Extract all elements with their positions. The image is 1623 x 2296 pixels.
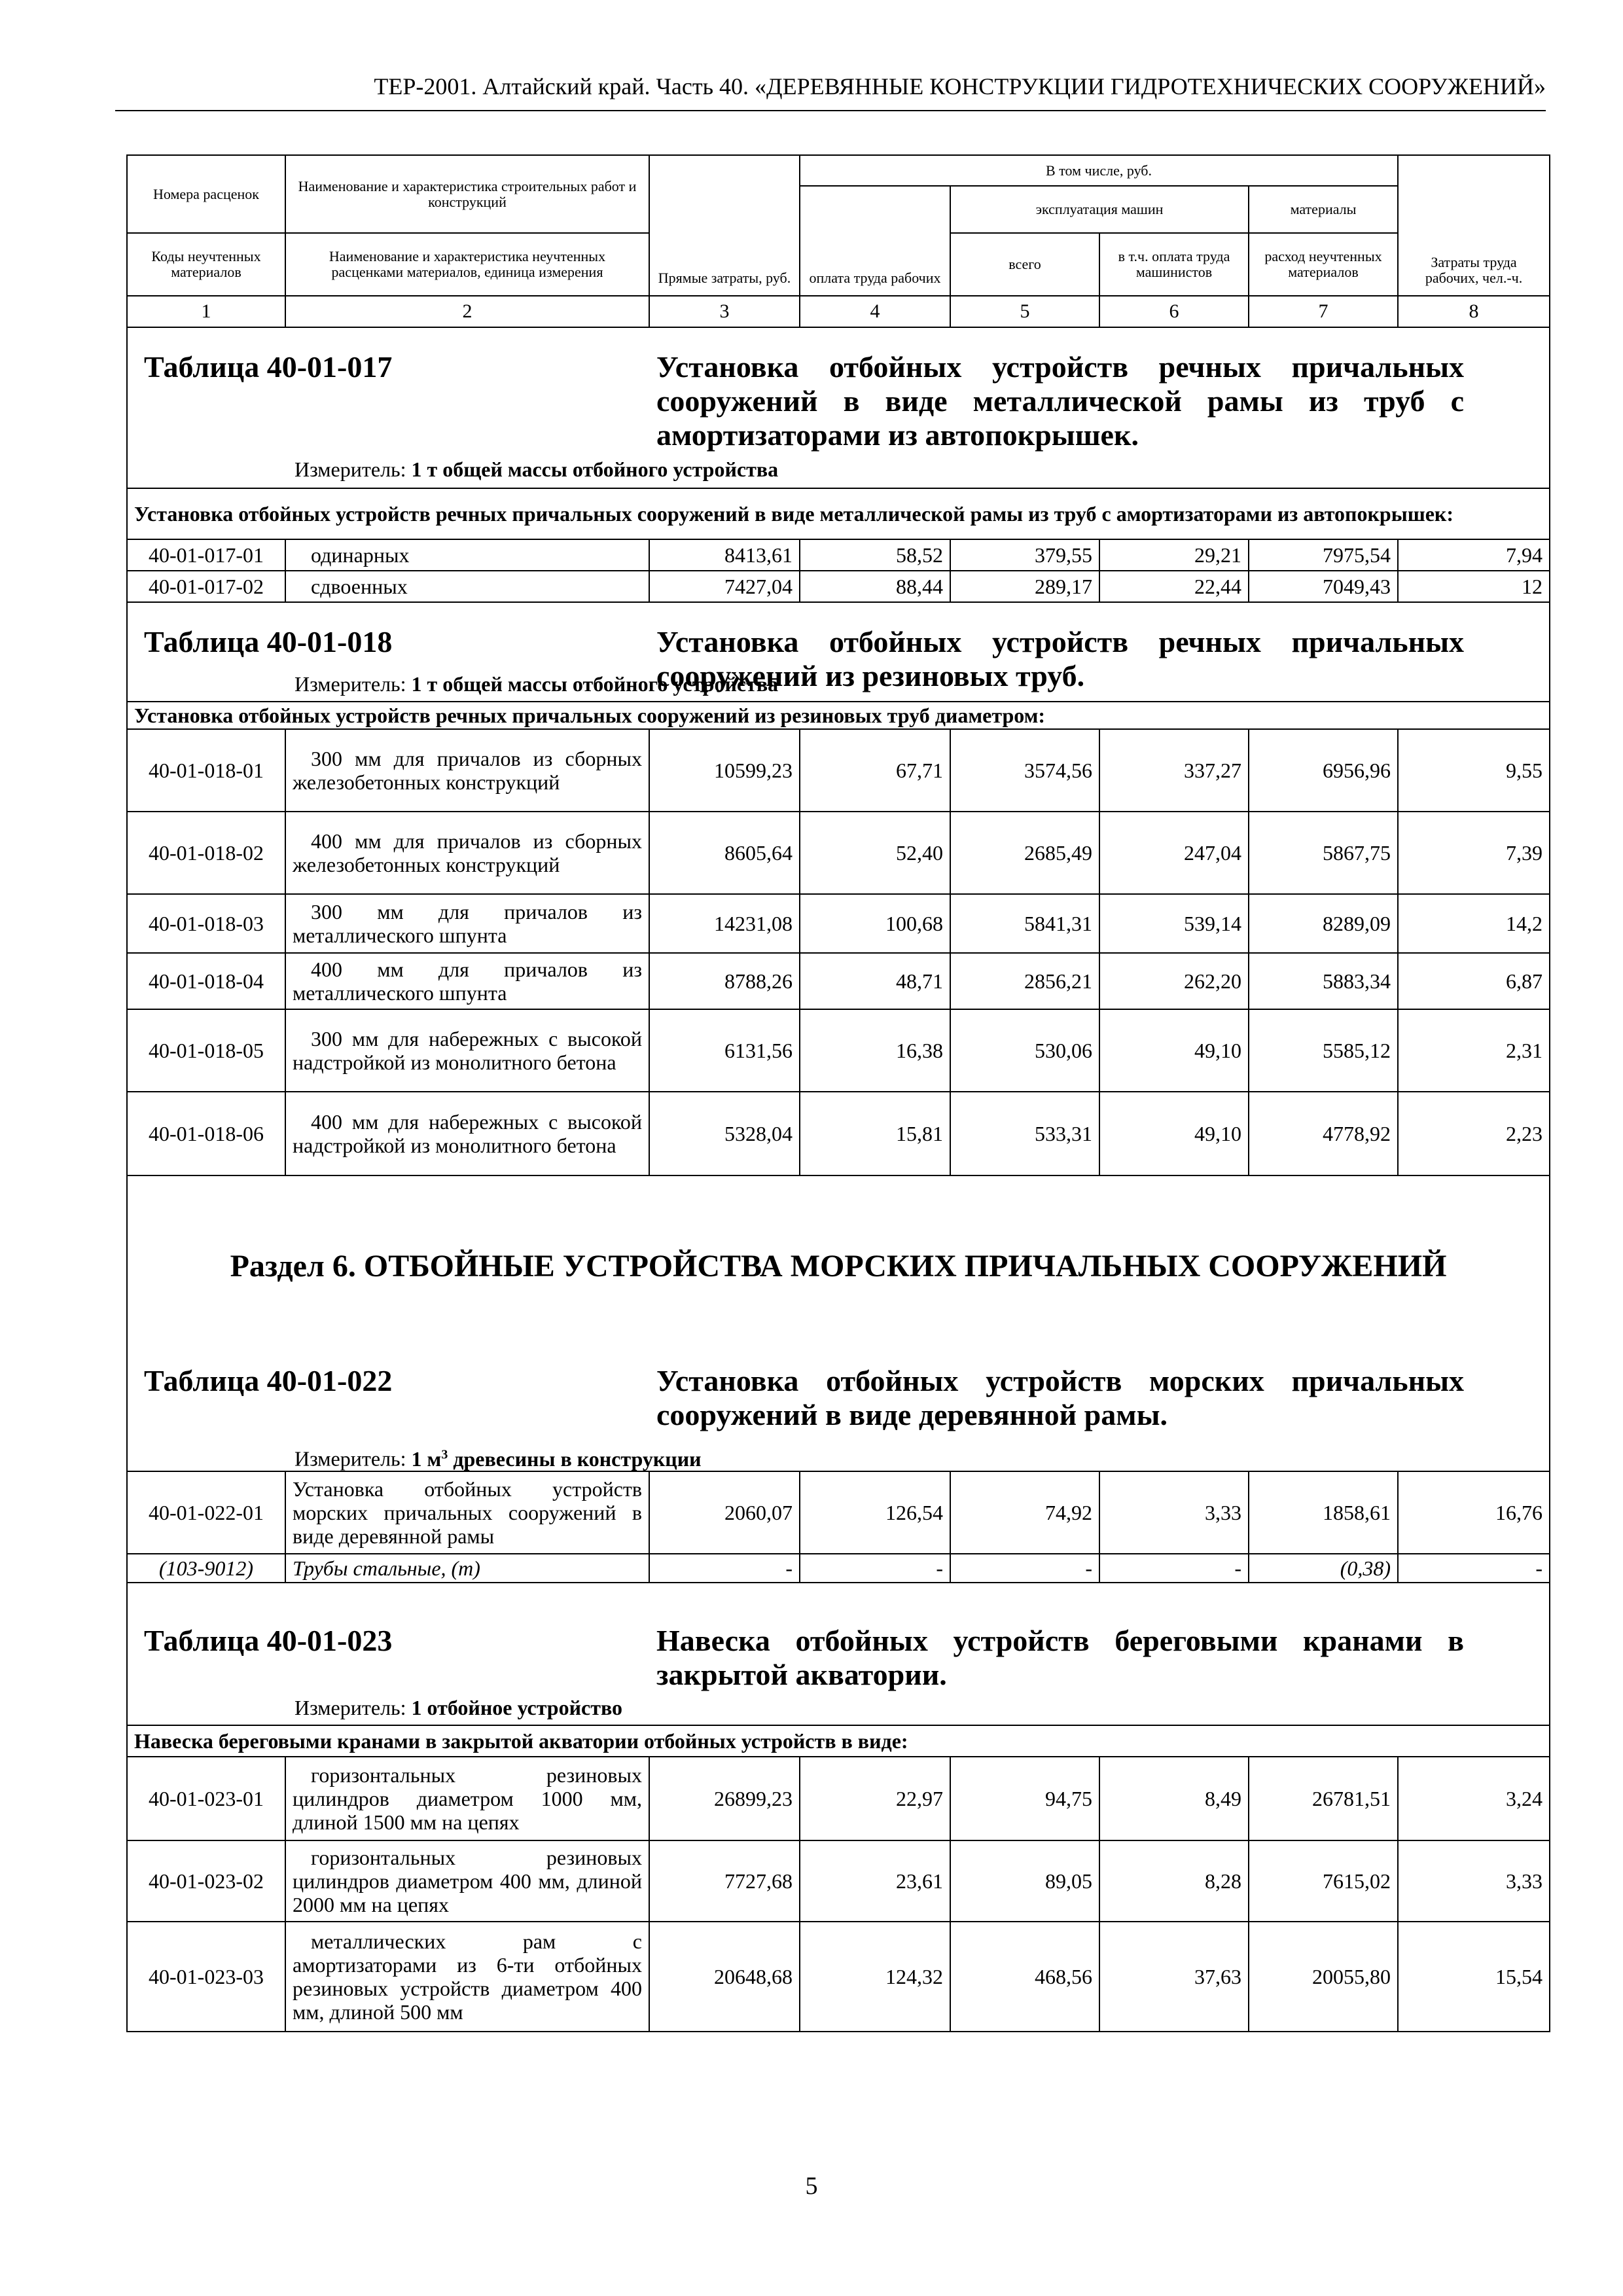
table-cell: 7,39 [1398, 812, 1550, 894]
table-cell: 9,55 [1398, 729, 1550, 812]
section-block [127, 1175, 1550, 1471]
materials-header: материалы [1249, 186, 1398, 233]
table-cell: 468,56 [950, 1922, 1099, 2032]
table-cell: 26899,23 [649, 1757, 800, 1840]
section-title: Раздел 6. ОТБОЙНЫЕ УСТРОЙСТВА МОРСКИХ ПРИЧАЛЬНЫХ СООРУЖЕНИЙ [230, 1249, 1447, 1283]
col-number: 5 [950, 296, 1099, 327]
table-cell: (103-9012) [127, 1554, 285, 1583]
table-cell: 262,20 [1099, 953, 1249, 1009]
table-cell: 7,94 [1398, 539, 1550, 571]
price-table [126, 154, 1550, 2032]
table-unit: Измеритель: 1 отбойное устройство [294, 1696, 623, 1719]
table-cell: 400 мм для причалов из металлического шпунта [285, 953, 649, 1009]
table-title: Таблица 40-01-023 [144, 1624, 393, 1657]
col-number: 6 [1099, 296, 1249, 327]
table-cell: 20648,68 [649, 1922, 800, 2032]
table-cell: 40-01-023-03 [127, 1922, 285, 2032]
table-description: Установка отбойных устройств морских причальных сооружений в виде деревянной рамы. [656, 1364, 1465, 1431]
table-cell: одинарных [285, 539, 649, 571]
col-number: 7 [1249, 296, 1398, 327]
table-cell: 49,10 [1099, 1009, 1249, 1092]
table-cell: 16,76 [1398, 1471, 1550, 1554]
table-cell: 5867,75 [1249, 812, 1398, 894]
table-row [127, 1840, 1550, 1922]
col6-header: в т.ч. оплата труда машинистов [1099, 233, 1249, 296]
table-cell: 7727,68 [649, 1840, 800, 1922]
table-cell: 40-01-018-06 [127, 1092, 285, 1175]
table-row [127, 1757, 1550, 1840]
table-cell: сдвоенных [285, 571, 649, 602]
col-number: 4 [800, 296, 950, 327]
page-header: ТЕР-2001. Алтайский край. Часть 40. «ДЕРЕВЯННЫЕ КОНСТРУКЦИИ ГИДРОТЕХНИЧЕСКИХ СООРУЖЕНИЙ» [115, 71, 1546, 111]
table-cell: Трубы стальные, (т) [285, 1554, 649, 1583]
table-cell: 3,24 [1398, 1757, 1550, 1840]
table-cell: 3,33 [1099, 1471, 1249, 1554]
table-unit: Измеритель: 1 $м^3$ древесины в конструкции [294, 1446, 702, 1471]
table-row [127, 1922, 1550, 2032]
col-number: 8 [1398, 296, 1550, 327]
col7-header: расход неучтенных материалов [1249, 233, 1398, 296]
table-row [127, 894, 1550, 953]
table-cell: 530,06 [950, 1009, 1099, 1092]
table-cell: 7427,04 [649, 571, 800, 602]
table-cell: горизонтальных резиновых цилиндров диаметром 400 мм, длиной 2000 мм на цепях [285, 1840, 649, 1922]
machines-header: эксплуатация машин [950, 186, 1249, 233]
table-cell: 23,61 [800, 1840, 950, 1922]
table-cell: 20055,80 [1249, 1922, 1398, 2032]
table-cell: 289,17 [950, 571, 1099, 602]
col3-header: Прямые затраты, руб. [649, 155, 800, 296]
table-cell: 7975,54 [1249, 539, 1398, 571]
table-023-title-block [127, 1583, 1550, 1725]
table-cell: 40-01-023-01 [127, 1757, 285, 1840]
table-cell: 16,38 [800, 1009, 950, 1092]
col2-subheader: Наименование и характеристика неучтенных расценками материалов, единица измерения [285, 233, 649, 296]
table-cell: 49,10 [1099, 1092, 1249, 1175]
table-cell: 2685,49 [950, 812, 1099, 894]
table-cell: 2,23 [1398, 1092, 1550, 1175]
table-cell: 2,31 [1398, 1009, 1550, 1092]
table-cell: 8,49 [1099, 1757, 1249, 1840]
group-heading: Навеска береговыми кранами в закрытой акватории отбойных устройств в виде: [127, 1725, 1550, 1757]
table-cell: 29,21 [1099, 539, 1249, 571]
table-cell: 58,52 [800, 539, 950, 571]
table-cell: 400 мм для набережных с высокой надстройкой из монолитного бетона [285, 1092, 649, 1175]
table-cell: 3,33 [1398, 1840, 1550, 1922]
table-cell: 40-01-017-01 [127, 539, 285, 571]
table-cell: 89,05 [950, 1840, 1099, 1922]
table-cell: 5328,04 [649, 1092, 800, 1175]
table-cell: 40-01-018-01 [127, 729, 285, 812]
table-cell: 3574,56 [950, 729, 1099, 812]
table-cell: 8413,61 [649, 539, 800, 571]
table-row [127, 812, 1550, 894]
table-unit: Измеритель: 1 т общей массы отбойного устройства [294, 672, 779, 696]
table-cell: 2856,21 [950, 953, 1099, 1009]
table-cell: 37,63 [1099, 1922, 1249, 2032]
table-cell: 247,04 [1099, 812, 1249, 894]
table-cell: 52,40 [800, 812, 950, 894]
table-cell: 22,97 [800, 1757, 950, 1840]
table-row [127, 539, 1550, 571]
table-row [127, 953, 1550, 1009]
table-cell: 40-01-018-05 [127, 1009, 285, 1092]
table-title: Таблица 40-01-017 [144, 350, 393, 384]
table-title: Таблица 40-01-022 [144, 1364, 393, 1397]
table-cell: 40-01-023-02 [127, 1840, 285, 1922]
table-cell: 5585,12 [1249, 1009, 1398, 1092]
col-number: 3 [649, 296, 800, 327]
col2-header: Наименование и характеристика строительных работ и конструкций [285, 155, 649, 233]
col-number: 1 [127, 296, 285, 327]
table-cell: 40-01-018-02 [127, 812, 285, 894]
table-018-title-block [127, 602, 1550, 702]
table-cell: 88,44 [800, 571, 950, 602]
table-row [127, 729, 1550, 812]
table-row [127, 1009, 1550, 1092]
table-description: Установка отбойных устройств речных причальных сооружений в виде металлической рамы из труб с амортизаторами из автопокрышек. [656, 350, 1465, 452]
table-cell: 12 [1398, 571, 1550, 602]
table-cell: 48,71 [800, 953, 950, 1009]
table-cell: 5841,31 [950, 894, 1099, 953]
table-cell: 379,55 [950, 539, 1099, 571]
col8-header: Затраты труда рабочих, чел.-ч. [1398, 155, 1550, 296]
table-cell: - [950, 1554, 1099, 1583]
col-number: 2 [285, 296, 649, 327]
table-cell: металлических рам с амортизаторами из 6-ти отбойных резиновых устройств диаметром 400 мм, длиной 500 мм [285, 1922, 649, 2032]
table-cell: 400 мм для причалов из сборных железобетонных конструкций [285, 812, 649, 894]
table-cell: 14,2 [1398, 894, 1550, 953]
table-cell: 533,31 [950, 1092, 1099, 1175]
table-cell: 7615,02 [1249, 1840, 1398, 1922]
table-title: Таблица 40-01-018 [144, 625, 393, 658]
table-cell: 4778,92 [1249, 1092, 1398, 1175]
table-cell: 8788,26 [649, 953, 800, 1009]
table-cell: 539,14 [1099, 894, 1249, 953]
table-cell: 300 мм для причалов из сборных железобетонных конструкций [285, 729, 649, 812]
table-cell: Установка отбойных устройств морских причальных сооружений в виде деревянной рамы [285, 1471, 649, 1554]
table-row [127, 571, 1550, 602]
table-cell: 22,44 [1099, 571, 1249, 602]
table-cell: (0,38) [1249, 1554, 1398, 1583]
table-cell: 100,68 [800, 894, 950, 953]
table-cell: 126,54 [800, 1471, 950, 1554]
table-cell: - [1398, 1554, 1550, 1583]
group-heading: Установка отбойных устройств речных причальных сооружений в виде металлической рамы из труб с амортизаторами из автопокрышек: [127, 488, 1550, 539]
page-number: 5 [805, 2172, 818, 2200]
table-cell: 6131,56 [649, 1009, 800, 1092]
table-cell: 2060,07 [649, 1471, 800, 1554]
table-cell: 26781,51 [1249, 1757, 1398, 1840]
table-cell: 8289,09 [1249, 894, 1398, 953]
table-description: Навеска отбойных устройств береговыми кранами в закрытой акватории. [656, 1624, 1465, 1691]
table-cell: 14231,08 [649, 894, 800, 953]
table-cell: - [1099, 1554, 1249, 1583]
table-row [127, 1092, 1550, 1175]
table-cell: 6,87 [1398, 953, 1550, 1009]
table-cell: 5883,34 [1249, 953, 1398, 1009]
col1-subheader: Коды неучтенных материалов [127, 233, 285, 296]
table-cell: 7049,43 [1249, 571, 1398, 602]
table-cell: 40-01-018-04 [127, 953, 285, 1009]
table-cell: 10599,23 [649, 729, 800, 812]
table-cell: 1858,61 [1249, 1471, 1398, 1554]
table-cell: 67,71 [800, 729, 950, 812]
table-unit: Измеритель: 1 т общей массы отбойного устройства [294, 457, 779, 481]
table-cell: - [649, 1554, 800, 1583]
table-cell: 15,54 [1398, 1922, 1550, 2032]
table-cell: 74,92 [950, 1471, 1099, 1554]
table-cell: 40-01-018-03 [127, 894, 285, 953]
table-cell: 40-01-022-01 [127, 1471, 285, 1554]
table-cell: 300 мм для причалов из металлического шпунта [285, 894, 649, 953]
table-cell: 337,27 [1099, 729, 1249, 812]
table-cell: горизонтальных резиновых цилиндров диаметром 1000 мм, длиной 1500 мм на цепях [285, 1757, 649, 1840]
table-cell: 124,32 [800, 1922, 950, 2032]
table-cell: 8,28 [1099, 1840, 1249, 1922]
table-description: Установка отбойных устройств речных причальных сооружений из резиновых труб. [656, 625, 1465, 692]
material-row [127, 1554, 1550, 1583]
table-cell: 300 мм для набережных с высокой надстройкой из монолитного бетона [285, 1009, 649, 1092]
table-cell: 8605,64 [649, 812, 800, 894]
incl-header: В том числе, руб. [800, 155, 1398, 186]
col1-header: Номера расценок [127, 155, 285, 233]
table-017-title-block [127, 327, 1550, 488]
table-cell: 40-01-017-02 [127, 571, 285, 602]
col5-header: всего [950, 233, 1099, 296]
col4-header: оплата труда рабочих [800, 186, 950, 296]
table-row [127, 1471, 1550, 1554]
table-cell: 94,75 [950, 1757, 1099, 1840]
table-cell: - [800, 1554, 950, 1583]
table-cell: 6956,96 [1249, 729, 1398, 812]
table-cell: 15,81 [800, 1092, 950, 1175]
group-heading: Установка отбойных устройств речных причальных сооружений из резиновых труб диаметром: [127, 702, 1550, 729]
